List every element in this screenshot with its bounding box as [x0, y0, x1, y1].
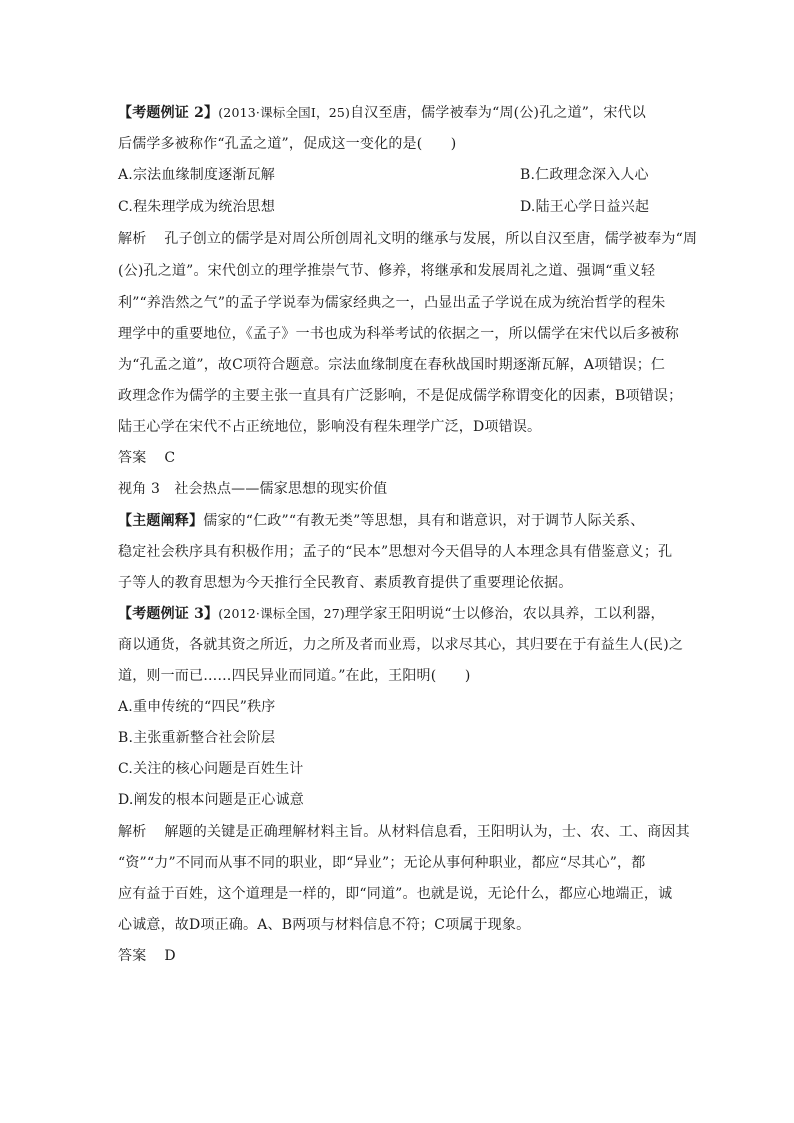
- example2-question-line-1: [118, 103, 698, 123]
- example2-analysis-label: 解析: [118, 231, 147, 247]
- example2-analysis-line-3: 利”“养浩然之气”的孟子学说奉为儒家经典之一，凸显出孟子学说在成为统治哲学的程朱: [118, 295, 666, 311]
- example3-analysis-label: 解析: [118, 824, 147, 840]
- example2-answer: [118, 448, 698, 468]
- example2-option-a: A.宗法血缘制度逐渐瓦解: [118, 167, 275, 183]
- example3-answer-label: 答案: [118, 948, 147, 964]
- example3-analysis-line-4: 心诚意，故D项正确。A、B两项与材料信息不符；C项属于现象。: [118, 917, 531, 933]
- theme-tag: 【主题阐释】: [118, 513, 204, 529]
- example3-analysis-line-3: 应有益于百姓，这个道理是一样的，即“同道”。也就是说，无论什么，都应心地端正，诚: [118, 886, 673, 902]
- example2-analysis-line-1: [118, 229, 698, 249]
- example3-analysis-text-1: 解题的关键是正确理解材料主旨。从材料信息看，王阳明认为，士、农、工、商因其: [164, 824, 690, 840]
- example2-source: (2013·课标全国Ⅰ，25): [218, 105, 351, 120]
- example3-analysis-line-2: “资”“力”不同而从事不同的职业，即“异业”；无论从事何种职业，都应“尽其心”，都: [118, 855, 646, 871]
- example3-answer-value: D: [164, 948, 176, 964]
- theme-line-3: 子等人的教育思想为今天推行全民教育、素质教育提供了重要理论依据。: [118, 575, 573, 591]
- example3-source: (2012·课标全国，27): [218, 606, 345, 621]
- theme-text-1: 儒家的“仁政”“有教无类”等思想，具有和谐意识，对于调节人际关系、: [203, 513, 645, 529]
- example2-tag: 【考题例证 2】: [118, 105, 219, 121]
- example2-analysis-line-6: 政理念作为儒学的主要主张一直具有广泛影响，不是促成儒学称谓变化的因素，B项错误；: [118, 388, 683, 404]
- example2-question-text-1: 自汉至唐，儒学被奉为“周(公)孔之道”，宋代以: [350, 105, 646, 121]
- example3-question-line-1: [118, 604, 698, 624]
- example2-analysis-line-7: 陆王心学在宋代不占正统地位，影响没有程朱理学广泛，D项错误。: [118, 419, 542, 435]
- example2-analysis-line-2: (公)孔之道”。宋代创立的理学推崇气节、修养，将继承和发展周礼之道、强调“重义轻: [118, 263, 656, 279]
- example2-answer-label: 答案: [118, 450, 147, 466]
- theme-line-1: [118, 511, 698, 531]
- example3-option-c: C.关注的核心问题是百姓生计: [118, 761, 304, 777]
- example2-analysis-line-5: 为“孔孟之道”，故C项符合题意。宗法血缘制度在春秋战国时期逐渐瓦解，A项错误；仁: [118, 357, 666, 373]
- example3-analysis-line-1: [118, 822, 698, 842]
- example3-question-line-3: 道，则一而已……四民异业而同道。”在此，王阳明( ): [118, 668, 471, 684]
- example3-option-b: B.主张重新整合社会阶层: [118, 730, 276, 746]
- example2-question-line-2: 后儒学多被称作“孔孟之道”，促成这一变化的是( ): [118, 136, 457, 152]
- example2-options-row-1: [118, 165, 698, 185]
- theme-line-2: 稳定社会秩序具有积极作用；孟子的“民本”思想对今天倡导的人本理念具有借鉴意义；孔: [118, 544, 673, 560]
- example2-options-row-2: [118, 197, 698, 217]
- example3-option-d: D.阐发的根本问题是正心诚意: [118, 792, 304, 808]
- example3-tag: 【考题例证 3】: [118, 606, 219, 622]
- perspective-heading: 视角 3 社会热点——儒家思想的现实价值: [118, 481, 388, 497]
- example3-question-text-1: 理学家王阳明说“士以修治，农以具养，工以利器，: [344, 606, 665, 622]
- example2-option-b: B.仁政理念深入人心: [520, 167, 649, 183]
- example3-question-line-2: 商以通货，各就其资之所近，力之所及者而业焉，以求尽其心，其归要在于有益生人(民)之: [118, 637, 684, 653]
- example2-analysis-text-1: 孔子创立的儒学是对周公所创周礼文明的继承与发展，所以自汉至唐，儒学被奉为“周: [164, 231, 698, 247]
- example2-analysis-line-4: 理学中的重要地位，《孟子》一书也成为科举考试的依据之一，所以儒学在宋代以后多被称: [118, 326, 679, 342]
- example2-answer-value: C: [164, 450, 176, 466]
- example3-answer: [118, 946, 698, 966]
- example2-option-c: C.程朱理学成为统治思想: [118, 199, 276, 215]
- example3-option-a: A.重申传统的“四民”秩序: [118, 699, 276, 715]
- example2-option-d: D.陆王心学日益兴起: [520, 199, 650, 215]
